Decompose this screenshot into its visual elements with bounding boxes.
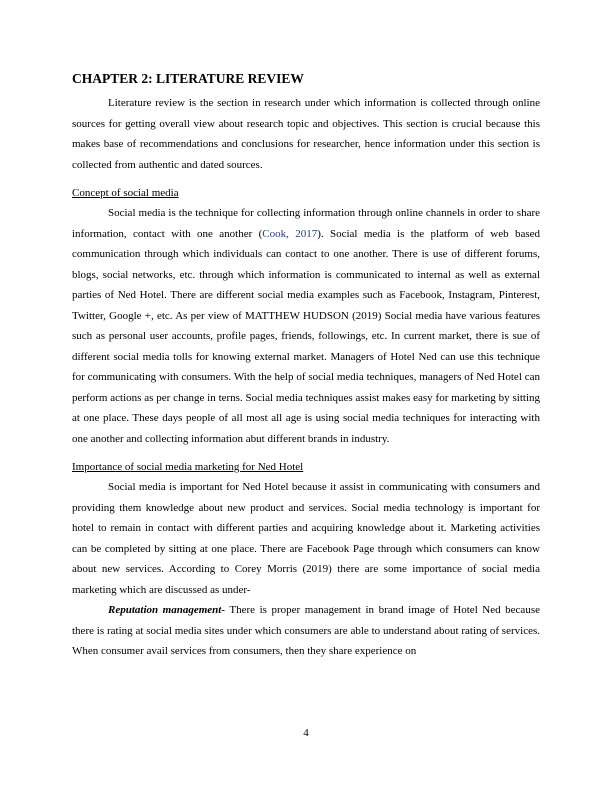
reputation-text: There is proper management in brand image of Hotel Ned because there is rating at social media sites under which consumers are able to understand about rating of services. When consumer avail services from consumers, then they share experience on (72, 604, 540, 657)
importance-paragraph: Social media is important for Ned Hotel because it assist in communicating with consumers and providing them knowledge about new product and services. Social media technology is important for hotel to remain in contact with different parties and acquiring knowledge about it. Marketing activities can be completed by sitting at one place. There are Facebook Page through which consumers can know about new services. According to Corey Morris (2019) there are some importance of social media marketing which are discussed as under- (72, 481, 540, 596)
document-page (72, 70, 540, 662)
intro-paragraph: Literature review is the section in research under which information is collected through online sources for getting overall view about research topic and objectives. This section is crucial because this makes base of recommendations and conclusions for researcher, hence information under this section is collected from authentic and dated sources. (72, 97, 540, 171)
concept-text-end: ). Social media is the platform of web based communication through which individuals can contact to one another. There is use of different forums, blogs, social networks, etc. through which information is communicated to internal as well as external parties of Ned Hotel. There are different social media examples such as Facebook, Instagram, Pinterest, Twitter, Google +, etc. As per view of MATTHEW HUDSON (2019) Social media have various features such as personal user accounts, profile pages, friends, followings, etc. In current market, there is sue of different social media tolls for knowing external market. Managers of Hotel Ned can use this technique for communicating with consumers. With the help of social media techniques, managers of Ned Hotel can perform actions as per change in terns. Social media techniques assist makes easy for marketing by sitting at one place. These days people of all most all age is using social media techniques for interacting with one another and collecting information abut different brands in industry. (72, 227, 540, 445)
chapter-title: CHAPTER 2: LITERATURE REVIEW (72, 71, 304, 86)
reputation-title: Reputation management- (108, 604, 226, 616)
concept-heading: Concept of social media (72, 187, 179, 199)
concept-paragraph (72, 203, 540, 449)
concept-text-start: Social media is the technique for collecting information through online channels in order to share information, contact with one another ( (72, 207, 540, 240)
citation: Cook, 2017 (262, 227, 318, 240)
reputation-paragraph (72, 600, 540, 662)
page-number: 4 (303, 727, 309, 739)
importance-heading: Importance of social media marketing for Ned Hotel (72, 461, 304, 473)
